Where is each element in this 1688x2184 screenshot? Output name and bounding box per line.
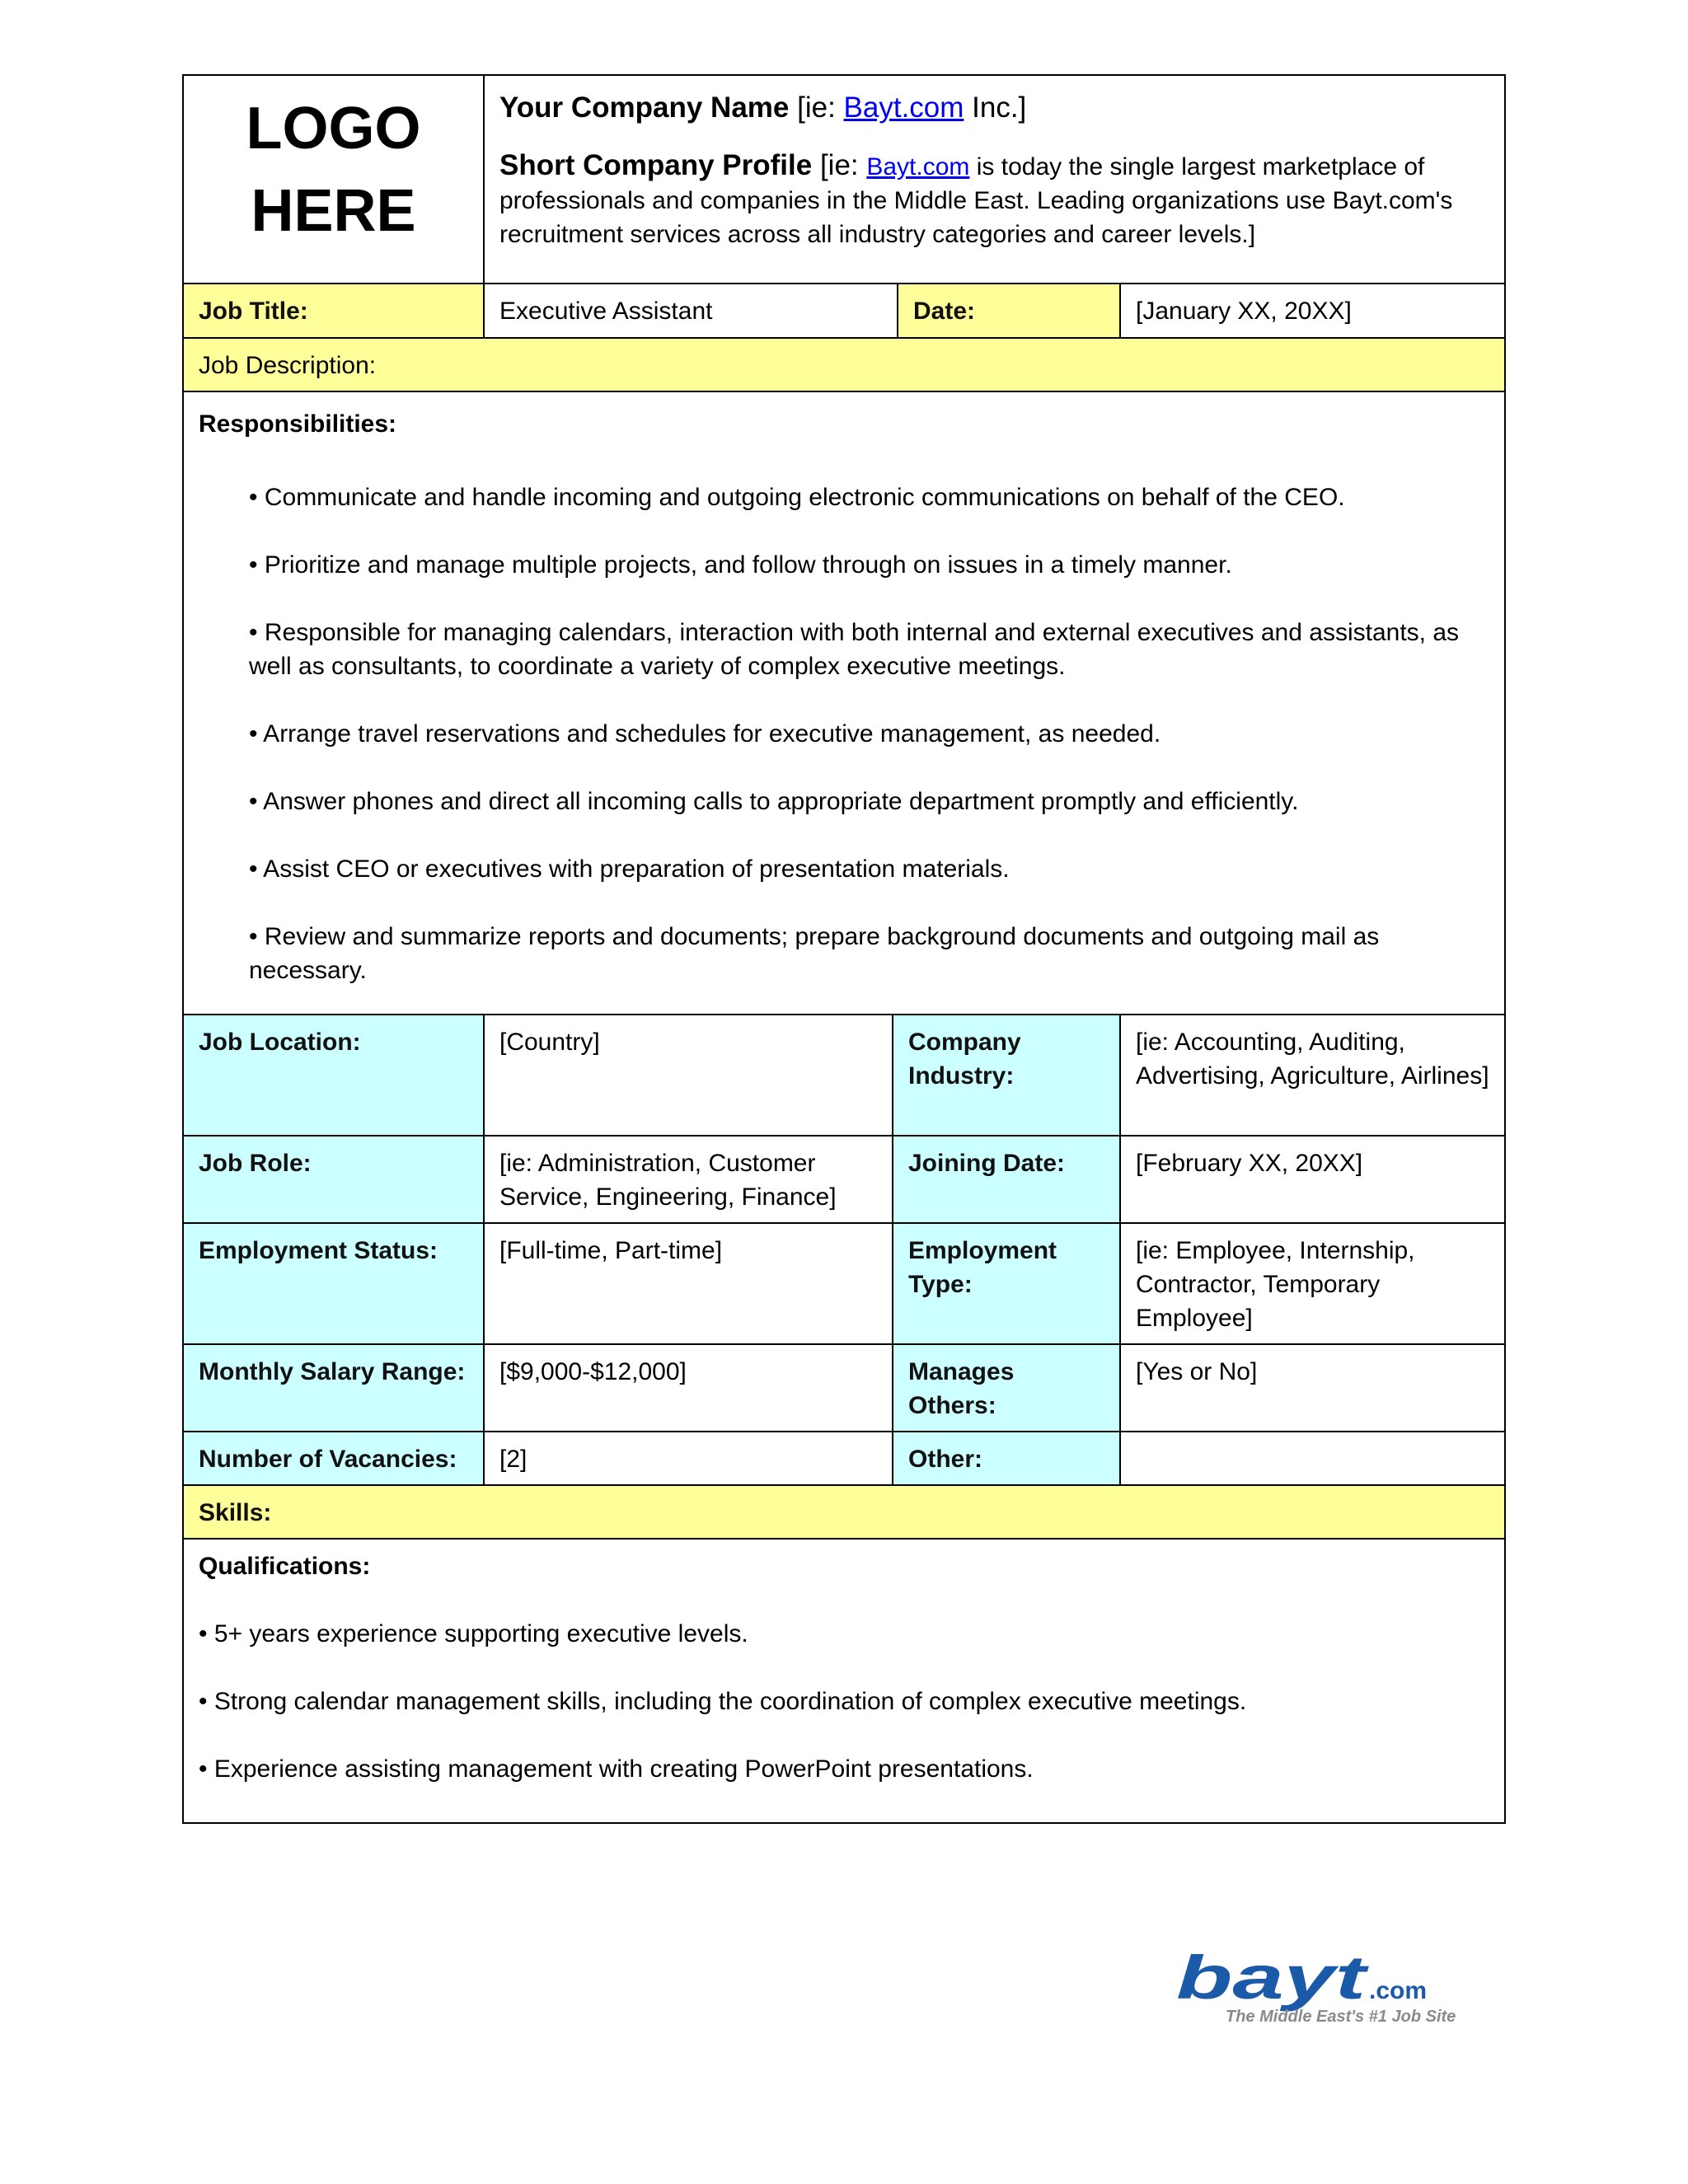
responsibilities-list — [199, 480, 1489, 987]
list-item: • Arrange travel reservations and schedules for executive management, as needed. — [249, 720, 1161, 748]
detail-value: [ie: Administration, Customer Service, Engineering, Finance] — [484, 1136, 893, 1223]
detail-value — [1120, 1432, 1505, 1485]
detail-value: [February XX, 20XX] — [1120, 1136, 1505, 1223]
date-label: Date: — [898, 284, 1120, 338]
list-item: • Strong calendar management skills, including the coordination of complex executive meetings. — [199, 1688, 1247, 1715]
company-profile-text: is today the single largest marketplace of professionals and companies in the Middle East. Leading organizations use Bayt.com's recruitment services across all industry categories and career levels.] — [499, 153, 1453, 248]
detail-label: Joining Date: — [893, 1136, 1120, 1223]
detail-label: Job Role: — [183, 1136, 484, 1223]
detail-label: Manages Others: — [893, 1344, 1120, 1432]
company-name-prefix: [ie: — [797, 91, 844, 124]
company-name-label: Your Company Name — [499, 91, 790, 124]
company-profile-prefix: [ie: — [812, 149, 867, 181]
list-item: • Prioritize and manage multiple projects, and follow through on issues in a timely manner. — [249, 551, 1232, 579]
company-name-link[interactable]: Bayt.com — [843, 91, 964, 124]
detail-label: Company Industry: — [893, 1015, 1120, 1136]
detail-value: [Country] — [484, 1015, 893, 1136]
skills-row — [183, 1485, 1505, 1539]
detail-value: [ie: Accounting, Auditing, Advertising, Agriculture, Airlines] — [1120, 1015, 1505, 1136]
logo-placeholder — [183, 75, 484, 284]
detail-value: [$9,000-$12,000] — [484, 1344, 893, 1432]
company-name-suffix: Inc.] — [964, 91, 1027, 124]
skills-label: Skills: — [183, 1485, 1505, 1539]
company-name-line — [499, 87, 1489, 129]
list-item: • Experience assisting management with creating PowerPoint presentations. — [199, 1755, 1034, 1783]
detail-value: [ie: Employee, Internship, Contractor, Temporary Employee] — [1120, 1223, 1505, 1344]
logo-line-2: HERE — [251, 178, 416, 244]
detail-row — [183, 1344, 1505, 1432]
detail-label: Job Location: — [183, 1015, 484, 1136]
detail-row — [183, 1223, 1505, 1344]
list-item: • Responsible for managing calendars, interaction with both internal and external executives and assistants, as well as consultants, to coordinate a variety of complex executive meetings. — [249, 619, 1460, 680]
detail-label: Employment Type: — [893, 1223, 1120, 1344]
list-item: • Review and summarize reports and documents; prepare background documents and outgoing mail as necessary. — [249, 923, 1380, 984]
company-info — [484, 75, 1505, 284]
responsibilities-row — [183, 391, 1505, 1015]
detail-value: [2] — [484, 1432, 893, 1485]
list-item: • Communicate and handle incoming and outgoing electronic communications on behalf of the CEO. — [249, 484, 1345, 511]
list-item: • Assist CEO or executives with preparation of presentation materials. — [249, 855, 1010, 883]
bayt-logo[interactable] — [1175, 1949, 1479, 2027]
bayt-logo-dotcom: .com — [1369, 1977, 1428, 2004]
detail-row — [183, 1432, 1505, 1485]
responsibilities-heading: Responsibilities: — [199, 410, 397, 438]
date-value: [January XX, 20XX] — [1120, 284, 1505, 338]
responsibilities-cell — [183, 391, 1505, 1015]
detail-row — [183, 1136, 1505, 1223]
bayt-logo-tagline: The Middle East's #1 Job Site — [1226, 2008, 1456, 2026]
job-title-row — [183, 284, 1505, 338]
header-row — [183, 75, 1505, 284]
detail-label: Employment Status: — [183, 1223, 484, 1344]
detail-label: Number of Vacancies: — [183, 1432, 484, 1485]
qualifications-list — [199, 1617, 1489, 1786]
job-title-value: Executive Assistant — [484, 284, 898, 338]
qualifications-row — [183, 1539, 1505, 1823]
job-title-label: Job Title: — [183, 284, 484, 338]
company-profile-link[interactable]: Bayt.com — [866, 153, 970, 180]
job-description-label: Job Description: — [183, 338, 1505, 391]
qualifications-cell — [183, 1539, 1505, 1823]
detail-value: [Yes or No] — [1120, 1344, 1505, 1432]
logo-line-1: LOGO — [246, 96, 421, 162]
job-description-table — [182, 74, 1506, 1824]
company-profile-label: Short Company Profile — [499, 149, 813, 181]
job-description-row — [183, 338, 1505, 391]
list-item: • Answer phones and direct all incoming calls to appropriate department promptly and efficiently. — [249, 788, 1299, 815]
list-item: • 5+ years experience supporting executive levels. — [199, 1620, 748, 1647]
detail-label: Other: — [893, 1432, 1120, 1485]
company-profile — [499, 148, 1489, 251]
detail-label: Monthly Salary Range: — [183, 1344, 484, 1432]
detail-value: [Full-time, Part-time] — [484, 1223, 893, 1344]
bayt-logo-wordmark: bayt — [1176, 1949, 1371, 2012]
qualifications-heading: Qualifications: — [199, 1553, 371, 1580]
detail-row — [183, 1015, 1505, 1136]
